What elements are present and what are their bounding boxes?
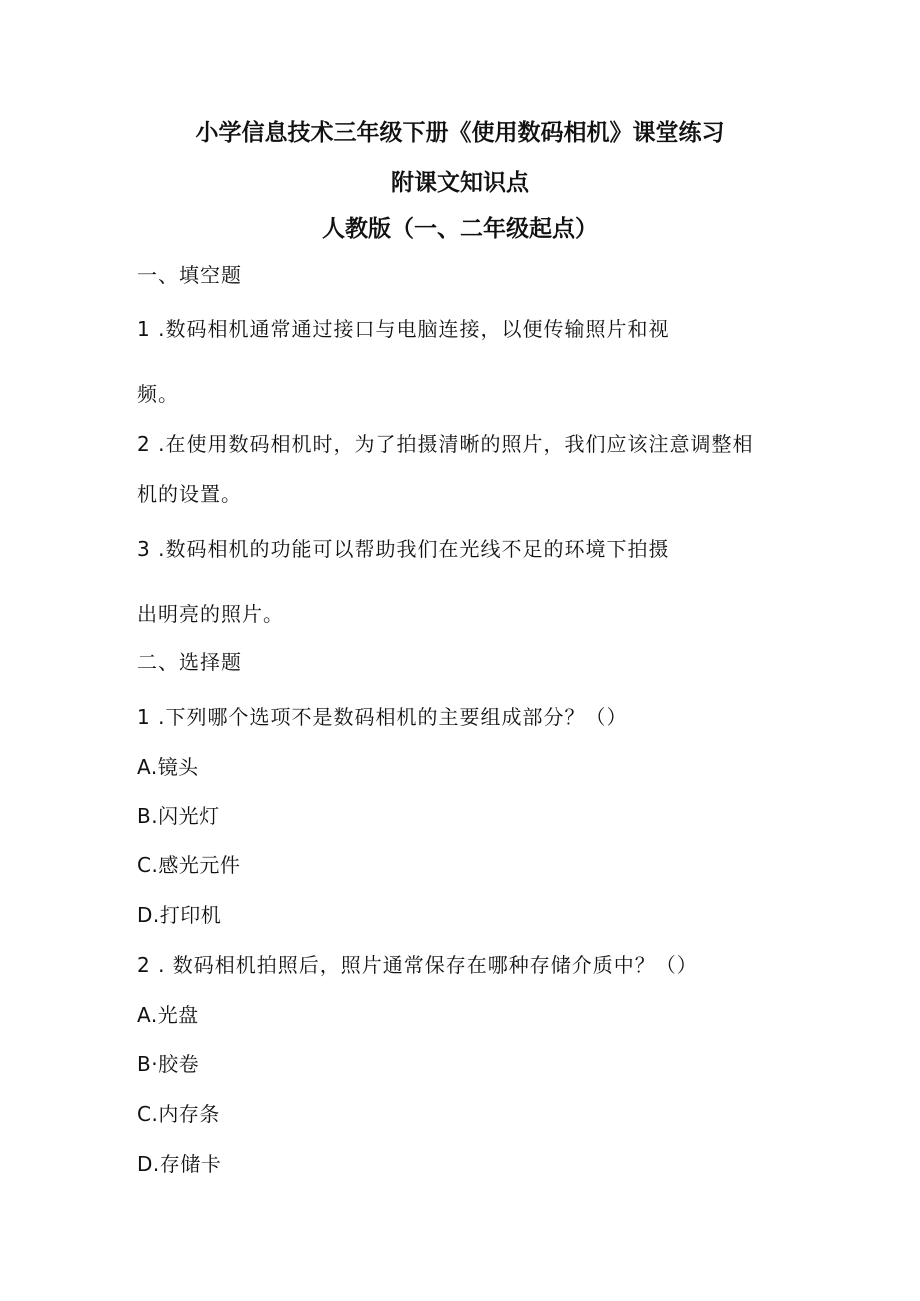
fill-question-2-line-1: 2 .在使用数码相机时，为了拍摄清晰的照片，我们应该注意调整相 (137, 432, 754, 456)
choice-question-1-option-b: B.闪光灯 (137, 804, 220, 828)
fill-question-1-line-1: 1 .数码相机通常通过接口与电脑连接，以便传输照片和视 (137, 317, 670, 341)
fill-question-2-line-2: 机的设置。 (137, 482, 242, 506)
document-title-line-1: 小学信息技术三年级下册《使用数码相机》课堂练习 (195, 120, 725, 146)
section-heading-multiple-choice: 二、选择题 (137, 650, 242, 674)
section-heading-fill-in: 一、填空题 (137, 263, 242, 287)
choice-question-2-option-d: D.存储卡 (137, 1152, 222, 1176)
choice-question-1: 1 .下列哪个选项不是数码相机的主要组成部分？（） (137, 705, 628, 729)
choice-question-1-option-c: C.感光元件 (137, 853, 241, 877)
document-title-line-3: 人教版（一、二年级起点） (322, 216, 598, 242)
fill-question-3-line-1: 3 .数码相机的功能可以帮助我们在光线不足的环境下拍摄 (137, 537, 670, 561)
document-title-line-2: 附课文知识点 (391, 170, 529, 196)
fill-question-1-line-2: 频。 (137, 382, 179, 406)
choice-question-2-option-a: A.光盘 (137, 1003, 199, 1027)
choice-question-1-option-d: D.打印机 (137, 903, 222, 927)
choice-question-2-option-b: B·胶卷 (137, 1052, 200, 1076)
choice-question-2-option-c: C.内存条 (137, 1102, 220, 1126)
choice-question-2: 2 . 数码相机拍照后，照片通常保存在哪种存储介质中？（） (137, 953, 698, 977)
fill-question-3-line-2: 出明亮的照片。 (137, 602, 284, 626)
choice-question-1-option-a: A.镜头 (137, 755, 199, 779)
